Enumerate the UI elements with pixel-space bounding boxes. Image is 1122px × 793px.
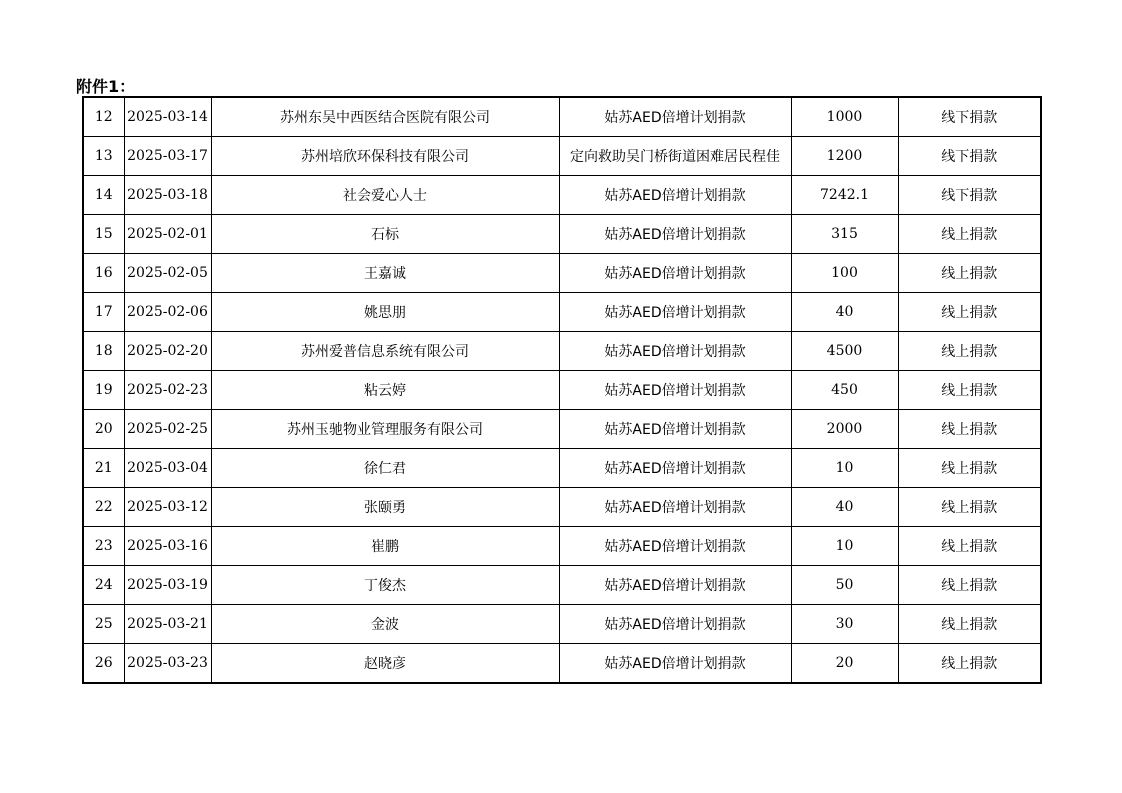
table-row xyxy=(83,137,1041,176)
row-amount-cell: 10 xyxy=(791,449,898,488)
row-seq-cell: 16 xyxy=(83,254,124,293)
table-row xyxy=(83,527,1041,566)
donation-table xyxy=(82,96,1042,684)
row-method-cell: 线上捐款 xyxy=(898,488,1041,527)
row-amount-cell: 2000 xyxy=(791,410,898,449)
row-purpose-cell: 姑苏AED倍增计划捐款 xyxy=(559,176,791,215)
row-purpose-cell: 姑苏AED倍增计划捐款 xyxy=(559,293,791,332)
row-date-cell: 2025-03-19 xyxy=(124,566,211,605)
row-amount-cell: 40 xyxy=(791,488,898,527)
row-amount-cell: 10 xyxy=(791,527,898,566)
row-date-cell: 2025-02-05 xyxy=(124,254,211,293)
row-donor-cell: 金波 xyxy=(211,605,559,644)
row-purpose-cell: 姑苏AED倍增计划捐款 xyxy=(559,449,791,488)
row-purpose-cell: 姑苏AED倍增计划捐款 xyxy=(559,371,791,410)
row-purpose-cell: 姑苏AED倍增计划捐款 xyxy=(559,527,791,566)
row-donor-cell: 丁俊杰 xyxy=(211,566,559,605)
row-seq-cell: 21 xyxy=(83,449,124,488)
row-method-cell: 线上捐款 xyxy=(898,254,1041,293)
table-row xyxy=(83,371,1041,410)
row-seq-cell: 24 xyxy=(83,566,124,605)
row-seq-cell: 20 xyxy=(83,410,124,449)
row-seq-cell: 23 xyxy=(83,527,124,566)
row-seq-cell: 19 xyxy=(83,371,124,410)
row-date-cell: 2025-03-21 xyxy=(124,605,211,644)
row-date-cell: 2025-02-01 xyxy=(124,215,211,254)
row-purpose-cell: 姑苏AED倍增计划捐款 xyxy=(559,605,791,644)
row-donor-cell: 姚思朋 xyxy=(211,293,559,332)
row-seq-cell: 13 xyxy=(83,137,124,176)
row-purpose-cell: 姑苏AED倍增计划捐款 xyxy=(559,254,791,293)
row-amount-cell: 50 xyxy=(791,566,898,605)
row-method-cell: 线下捐款 xyxy=(898,137,1041,176)
row-seq-cell: 26 xyxy=(83,644,124,684)
row-date-cell: 2025-02-06 xyxy=(124,293,211,332)
row-date-cell: 2025-03-16 xyxy=(124,527,211,566)
row-donor-cell: 徐仁君 xyxy=(211,449,559,488)
row-date-cell: 2025-02-23 xyxy=(124,371,211,410)
row-donor-cell: 崔鹏 xyxy=(211,527,559,566)
row-method-cell: 线上捐款 xyxy=(898,410,1041,449)
row-seq-cell: 25 xyxy=(83,605,124,644)
row-purpose-cell: 姑苏AED倍增计划捐款 xyxy=(559,97,791,137)
row-date-cell: 2025-03-23 xyxy=(124,644,211,684)
row-seq-cell: 22 xyxy=(83,488,124,527)
table-row xyxy=(83,566,1041,605)
row-method-cell: 线上捐款 xyxy=(898,215,1041,254)
row-donor-cell: 社会爱心人士 xyxy=(211,176,559,215)
attachment-label: 附件1： xyxy=(76,77,136,96)
row-method-cell: 线上捐款 xyxy=(898,371,1041,410)
row-amount-cell: 4500 xyxy=(791,332,898,371)
donation-table-body xyxy=(83,97,1041,683)
table-row xyxy=(83,215,1041,254)
row-purpose-cell: 姑苏AED倍增计划捐款 xyxy=(559,644,791,684)
row-seq-cell: 15 xyxy=(83,215,124,254)
table-row xyxy=(83,410,1041,449)
row-purpose-cell: 姑苏AED倍增计划捐款 xyxy=(559,566,791,605)
row-donor-cell: 石标 xyxy=(211,215,559,254)
row-date-cell: 2025-02-20 xyxy=(124,332,211,371)
row-method-cell: 线上捐款 xyxy=(898,293,1041,332)
table-row xyxy=(83,488,1041,527)
row-amount-cell: 100 xyxy=(791,254,898,293)
table-row xyxy=(83,254,1041,293)
row-seq-cell: 18 xyxy=(83,332,124,371)
row-method-cell: 线上捐款 xyxy=(898,644,1041,684)
row-donor-cell: 苏州东吴中西医结合医院有限公司 xyxy=(211,97,559,137)
row-donor-cell: 赵晓彦 xyxy=(211,644,559,684)
row-seq-cell: 14 xyxy=(83,176,124,215)
row-date-cell: 2025-03-14 xyxy=(124,97,211,137)
row-donor-cell: 苏州爱普信息系统有限公司 xyxy=(211,332,559,371)
row-method-cell: 线上捐款 xyxy=(898,605,1041,644)
row-date-cell: 2025-03-17 xyxy=(124,137,211,176)
table-row xyxy=(83,332,1041,371)
row-donor-cell: 粘云婷 xyxy=(211,371,559,410)
row-seq-cell: 17 xyxy=(83,293,124,332)
table-row xyxy=(83,293,1041,332)
table-row xyxy=(83,97,1041,137)
row-date-cell: 2025-02-25 xyxy=(124,410,211,449)
row-date-cell: 2025-03-12 xyxy=(124,488,211,527)
row-purpose-cell: 姑苏AED倍增计划捐款 xyxy=(559,488,791,527)
row-date-cell: 2025-03-04 xyxy=(124,449,211,488)
table-row xyxy=(83,605,1041,644)
row-donor-cell: 王嘉诚 xyxy=(211,254,559,293)
row-amount-cell: 315 xyxy=(791,215,898,254)
row-method-cell: 线下捐款 xyxy=(898,176,1041,215)
row-method-cell: 线上捐款 xyxy=(898,566,1041,605)
row-purpose-cell: 姑苏AED倍增计划捐款 xyxy=(559,410,791,449)
table-row xyxy=(83,176,1041,215)
row-seq-cell: 12 xyxy=(83,97,124,137)
row-amount-cell: 30 xyxy=(791,605,898,644)
table-row xyxy=(83,449,1041,488)
row-amount-cell: 1000 xyxy=(791,97,898,137)
row-amount-cell: 450 xyxy=(791,371,898,410)
row-donor-cell: 张颐勇 xyxy=(211,488,559,527)
row-amount-cell: 40 xyxy=(791,293,898,332)
row-purpose-cell: 定向救助吴门桥街道困难居民程佳 xyxy=(559,137,791,176)
row-donor-cell: 苏州培欣环保科技有限公司 xyxy=(211,137,559,176)
row-purpose-cell: 姑苏AED倍增计划捐款 xyxy=(559,215,791,254)
row-method-cell: 线上捐款 xyxy=(898,449,1041,488)
row-donor-cell: 苏州玉驰物业管理服务有限公司 xyxy=(211,410,559,449)
row-amount-cell: 7242.1 xyxy=(791,176,898,215)
row-method-cell: 线下捐款 xyxy=(898,97,1041,137)
row-method-cell: 线上捐款 xyxy=(898,527,1041,566)
row-date-cell: 2025-03-18 xyxy=(124,176,211,215)
row-amount-cell: 1200 xyxy=(791,137,898,176)
row-amount-cell: 20 xyxy=(791,644,898,684)
row-purpose-cell: 姑苏AED倍增计划捐款 xyxy=(559,332,791,371)
row-method-cell: 线上捐款 xyxy=(898,332,1041,371)
table-row xyxy=(83,644,1041,684)
